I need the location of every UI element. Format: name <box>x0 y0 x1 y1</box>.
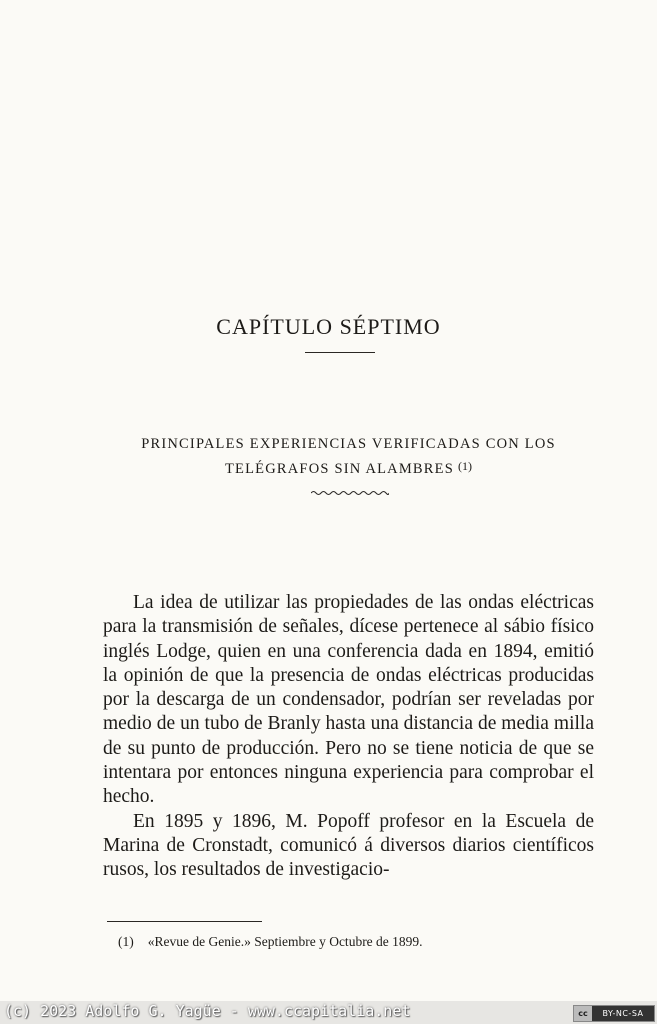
footnote-text: «Revue de Genie.» Septiembre y Octubre de 1899. <box>147 934 423 949</box>
wavy-divider <box>311 489 389 497</box>
section-title-line-1: PRINCIPALES EXPERIENCIAS VERIFICADAS CON LOS <box>141 436 556 452</box>
section-title <box>100 433 597 480</box>
section-title-line-2-text: TELÉGRAFOS SIN ALAMBRES <box>224 461 454 477</box>
footnote-number: (1) <box>118 934 134 949</box>
paragraph-1: La idea de utilizar las propiedades de las ondas eléctricas para la transmisión de señales, dícese pertenece al sábio físico inglés Lodge, quien en una conferencia dada en 1894, emitió la opinión de que la presencia de ondas eléctricas producidas por la descarga de un condensador, podrían ser reveladas por medio de un tubo de Branly hasta una distancia de media milla de su punto de producción. Pero no se tiene noticia de que se intentara por entonces ninguna experiencia para comprobar el hecho. <box>103 592 594 808</box>
footnote-reference: (1) <box>458 459 472 473</box>
body-text <box>103 591 594 883</box>
watermark-text: (c) 2023 Adolfo G. Yagüe - www.ccapitalia.net <box>4 1002 411 1020</box>
footnote-divider <box>107 921 262 922</box>
chapter-divider <box>305 352 375 353</box>
paragraph-2: En 1895 y 1896, M. Popoff profesor en la Escuela de Marina de Cronstadt, comunicó á diversos diarios científicos rusos, los resultados de investigacio- <box>103 810 594 881</box>
footnote <box>118 934 423 950</box>
license-label: BY-NC-SA <box>602 1009 644 1018</box>
cc-license-badge <box>573 1005 655 1022</box>
chapter-title: CAPÍTULO SÉPTIMO <box>216 314 441 339</box>
cc-icon: cc <box>574 1006 592 1021</box>
section-title-line-2 <box>100 455 597 480</box>
